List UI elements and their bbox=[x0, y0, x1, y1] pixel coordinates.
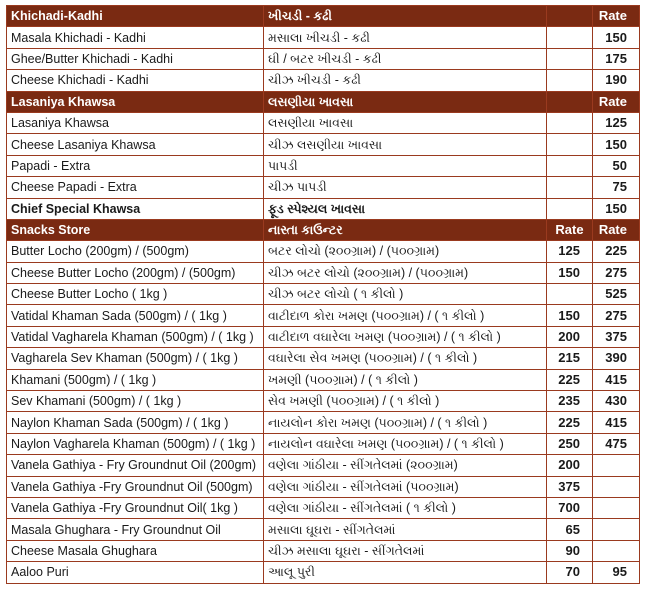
item-price-2: 75 bbox=[593, 177, 640, 198]
item-price-1: 150 bbox=[547, 305, 593, 326]
section-title: Khichadi-Kadhi bbox=[7, 6, 264, 27]
item-name: Vanela Gathiya -Fry Groundnut Oil( 1kg ) bbox=[7, 497, 264, 518]
item-name: Naylon Vagharela Khaman (500gm) / ( 1kg ) bbox=[7, 433, 264, 454]
menu-item-row bbox=[7, 284, 640, 305]
menu-item-row bbox=[7, 412, 640, 433]
rate-header bbox=[547, 91, 593, 112]
item-price-1: 65 bbox=[547, 519, 593, 540]
menu-item-row bbox=[7, 455, 640, 476]
menu-table bbox=[6, 5, 640, 584]
item-name: Khamani (500gm) / ( 1kg ) bbox=[7, 369, 264, 390]
item-price-2 bbox=[593, 540, 640, 561]
item-price-1: 200 bbox=[547, 326, 593, 347]
item-price-2 bbox=[593, 476, 640, 497]
item-name-gujarati: વાટીદાળ કોરા ખમણ (૫૦૦ગ્રામ) / ( ૧ કીલો ) bbox=[264, 305, 547, 326]
item-price-1: 70 bbox=[547, 562, 593, 583]
item-price-1 bbox=[547, 134, 593, 155]
section-header bbox=[7, 91, 640, 112]
item-name: Chief Special Khawsa bbox=[7, 198, 264, 219]
rate-header: Rate bbox=[593, 6, 640, 27]
item-price-2 bbox=[593, 497, 640, 518]
item-price-1 bbox=[547, 112, 593, 133]
menu-item-row bbox=[7, 134, 640, 155]
item-price-2: 275 bbox=[593, 305, 640, 326]
menu-item-row bbox=[7, 326, 640, 347]
item-price-2: 150 bbox=[593, 198, 640, 219]
menu-item-row bbox=[7, 262, 640, 283]
item-name-gujarati: મસાલા ઘૂઘરા - સીંગતેલમાં bbox=[264, 519, 547, 540]
menu-item-row bbox=[7, 391, 640, 412]
item-name: Vagharela Sev Khaman (500gm) / ( 1kg ) bbox=[7, 348, 264, 369]
item-price-1 bbox=[547, 27, 593, 48]
item-name: Lasaniya Khawsa bbox=[7, 112, 264, 133]
item-price-1: 225 bbox=[547, 369, 593, 390]
item-name: Sev Khamani (500gm) / ( 1kg ) bbox=[7, 391, 264, 412]
item-price-1: 700 bbox=[547, 497, 593, 518]
item-name: Masala Ghughara - Fry Groundnut Oil bbox=[7, 519, 264, 540]
item-name-gujarati: બટર લોચો (૨૦૦ગ્રામ) / (૫૦૦ગ્રામ) bbox=[264, 241, 547, 262]
menu-item-row bbox=[7, 497, 640, 518]
menu-item-row bbox=[7, 562, 640, 583]
item-price-2: 415 bbox=[593, 412, 640, 433]
menu-item-row bbox=[7, 27, 640, 48]
item-name-gujarati: આલૂ પુરી bbox=[264, 562, 547, 583]
item-name: Vanela Gathiya -Fry Groundnut Oil (500gm) bbox=[7, 476, 264, 497]
section-title: Snacks Store bbox=[7, 219, 264, 240]
item-name: Cheese Lasaniya Khawsa bbox=[7, 134, 264, 155]
section-title-gujarati: ખીચડી - કઢી bbox=[264, 6, 547, 27]
item-price-1: 215 bbox=[547, 348, 593, 369]
rate-header: Rate bbox=[593, 91, 640, 112]
item-name-gujarati: ચીઝ ખીચડી - કઢી bbox=[264, 70, 547, 91]
item-name: Aaloo Puri bbox=[7, 562, 264, 583]
menu-table-body bbox=[7, 6, 640, 584]
item-price-1 bbox=[547, 284, 593, 305]
item-name-gujarati: પાપડી bbox=[264, 155, 547, 176]
item-price-1: 225 bbox=[547, 412, 593, 433]
item-price-1: 375 bbox=[547, 476, 593, 497]
item-name: Vanela Gathiya - Fry Groundnut Oil (200gm) bbox=[7, 455, 264, 476]
item-name-gujarati: મસાલા ખીચડી - કઢી bbox=[264, 27, 547, 48]
item-name-gujarati: ચીઝ મસાલા ઘૂઘરા - સીંગતેલમાં bbox=[264, 540, 547, 561]
menu-item-row bbox=[7, 519, 640, 540]
section-title-gujarati: લસણીયા ખાવસા bbox=[264, 91, 547, 112]
item-name-gujarati: નાયલોન વઘારેલા ખમણ (૫૦૦ગ્રામ) / ( ૧ કીલો ) bbox=[264, 433, 547, 454]
menu-item-row bbox=[7, 476, 640, 497]
item-price-2: 415 bbox=[593, 369, 640, 390]
item-name: Naylon Khaman Sada (500gm) / ( 1kg ) bbox=[7, 412, 264, 433]
item-name-gujarati: ચીઝ બટર લોચો ( ૧ કીલો ) bbox=[264, 284, 547, 305]
item-price-1 bbox=[547, 48, 593, 69]
item-name-gujarati: વણેલા ગાંઠીયા - સીંગતેલમાં (૨૦૦ગ્રામ) bbox=[264, 455, 547, 476]
item-price-2: 430 bbox=[593, 391, 640, 412]
item-price-2 bbox=[593, 455, 640, 476]
item-name-gujarati: વઘારેલા સેવ ખમણ (૫૦૦ગ્રામ) / ( ૧ કીલો ) bbox=[264, 348, 547, 369]
item-name: Ghee/Butter Khichadi - Kadhi bbox=[7, 48, 264, 69]
item-name-gujarati: ચીઝ બટર લોચો (૨૦૦ગ્રામ) / (૫૦૦ગ્રામ) bbox=[264, 262, 547, 283]
menu-item-row bbox=[7, 348, 640, 369]
item-price-2: 275 bbox=[593, 262, 640, 283]
item-price-1 bbox=[547, 70, 593, 91]
item-name-gujarati: ફૂડ સ્પેશ્યલ ખાવસા bbox=[264, 198, 547, 219]
item-name-gujarati: વણેલા ગાંઠીયા - સીંગતેલમાં ( ૧ કીલો ) bbox=[264, 497, 547, 518]
item-name-gujarati: ચીઝ પાપડી bbox=[264, 177, 547, 198]
item-price-1: 250 bbox=[547, 433, 593, 454]
item-name: Vatidal Vagharela Khaman (500gm) / ( 1kg ) bbox=[7, 326, 264, 347]
item-price-2: 175 bbox=[593, 48, 640, 69]
item-price-1: 125 bbox=[547, 241, 593, 262]
item-name-gujarati: વાટીદાળ વઘારેલા ખમણ (૫૦૦ગ્રામ) / ( ૧ કીલો ) bbox=[264, 326, 547, 347]
menu-item-row bbox=[7, 155, 640, 176]
menu-item-row bbox=[7, 48, 640, 69]
item-name-gujarati: ચીઝ લસણીયા ખાવસા bbox=[264, 134, 547, 155]
menu-item-row bbox=[7, 177, 640, 198]
item-price-2: 150 bbox=[593, 27, 640, 48]
menu-item-row bbox=[7, 70, 640, 91]
rate-header bbox=[547, 6, 593, 27]
item-price-2: 50 bbox=[593, 155, 640, 176]
item-name-gujarati: વણેલા ગાંઠીયા - સીંગતેલમાં (૫૦૦ગ્રામ) bbox=[264, 476, 547, 497]
item-price-2: 375 bbox=[593, 326, 640, 347]
section-title-gujarati: નાસ્તા કાઉન્ટર bbox=[264, 219, 547, 240]
item-price-1: 150 bbox=[547, 262, 593, 283]
item-price-1: 200 bbox=[547, 455, 593, 476]
item-price-2: 125 bbox=[593, 112, 640, 133]
item-price-2: 525 bbox=[593, 284, 640, 305]
section-header bbox=[7, 6, 640, 27]
item-price-2 bbox=[593, 519, 640, 540]
item-price-2: 475 bbox=[593, 433, 640, 454]
item-price-1: 90 bbox=[547, 540, 593, 561]
item-price-1 bbox=[547, 177, 593, 198]
item-name: Cheese Butter Locho ( 1kg ) bbox=[7, 284, 264, 305]
item-price-1 bbox=[547, 198, 593, 219]
item-price-1: 235 bbox=[547, 391, 593, 412]
item-name-gujarati: ઘી / બટર ખીચડી - કઢી bbox=[264, 48, 547, 69]
menu-item-row bbox=[7, 369, 640, 390]
menu-item-row bbox=[7, 241, 640, 262]
rate-header: Rate bbox=[593, 219, 640, 240]
menu-item-row bbox=[7, 433, 640, 454]
item-price-1 bbox=[547, 155, 593, 176]
item-price-2: 225 bbox=[593, 241, 640, 262]
item-name: Masala Khichadi - Kadhi bbox=[7, 27, 264, 48]
item-name-gujarati: નાયલોન કોરા ખમણ (૫૦૦ગ્રામ) / ( ૧ કીલો ) bbox=[264, 412, 547, 433]
item-name: Papadi - Extra bbox=[7, 155, 264, 176]
section-title: Lasaniya Khawsa bbox=[7, 91, 264, 112]
item-name-gujarati: લસણીયા ખાવસા bbox=[264, 112, 547, 133]
item-name: Vatidal Khaman Sada (500gm) / ( 1kg ) bbox=[7, 305, 264, 326]
menu-item-row bbox=[7, 198, 640, 219]
menu-item-row bbox=[7, 540, 640, 561]
item-name-gujarati: ખમણી (૫૦૦ગ્રામ) / ( ૧ કીલો ) bbox=[264, 369, 547, 390]
item-name: Cheese Papadi - Extra bbox=[7, 177, 264, 198]
item-name: Cheese Khichadi - Kadhi bbox=[7, 70, 264, 91]
item-name: Cheese Butter Locho (200gm) / (500gm) bbox=[7, 262, 264, 283]
rate-header: Rate bbox=[547, 219, 593, 240]
menu-item-row bbox=[7, 305, 640, 326]
menu-item-row bbox=[7, 112, 640, 133]
item-price-2: 150 bbox=[593, 134, 640, 155]
item-price-2: 95 bbox=[593, 562, 640, 583]
item-name-gujarati: સેવ ખમણી (૫૦૦ગ્રામ) / ( ૧ કીલો ) bbox=[264, 391, 547, 412]
item-name: Butter Locho (200gm) / (500gm) bbox=[7, 241, 264, 262]
item-price-2: 190 bbox=[593, 70, 640, 91]
item-name: Cheese Masala Ghughara bbox=[7, 540, 264, 561]
item-price-2: 390 bbox=[593, 348, 640, 369]
section-header bbox=[7, 219, 640, 240]
